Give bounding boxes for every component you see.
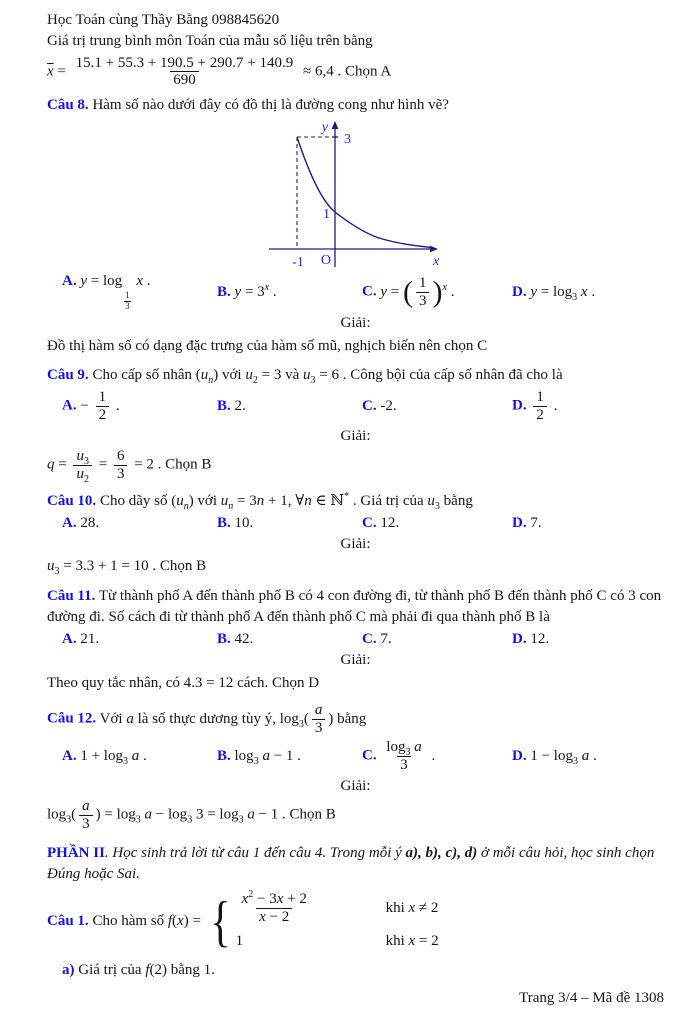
q11-option-b: B. 42.	[217, 631, 254, 648]
question-12-label: Câu 12.	[47, 710, 97, 727]
q8-function-graph	[265, 120, 465, 270]
q8-giai: Giải:	[340, 315, 371, 332]
q10-option-b: B. 10.	[217, 515, 254, 532]
y3-label: 3	[344, 132, 351, 148]
q8-option-c: C. y = ( $\frac{1}{3}$ )$^x$ .	[362, 275, 455, 309]
q10-solution: $u_3 = 3.3 + 1 = 10$ . Chọn B	[47, 558, 207, 578]
q10-options	[62, 515, 664, 532]
q10-option-d: D. 7.	[512, 515, 542, 532]
q11-option-a: A. 21.	[62, 631, 100, 648]
q12-giai: Giải:	[340, 778, 371, 794]
question-10-title: Câu 10. Cho dãy số $(u_n)$ với $u_n = 3n + 1$, ∀n ∈ ℕ* . Giá trị của $u_3$ bằng	[47, 490, 473, 512]
item-a-label: a)	[62, 962, 75, 979]
question-8-title: Câu 8. Hàm số nào dưới đây có đồ thị là đường cong như hình vẽ?	[47, 97, 449, 114]
q10-giai: Giải:	[340, 536, 371, 553]
q12-option-b: B. $\log_3 a - 1$ .	[217, 748, 301, 768]
origin-label: O	[320, 253, 331, 269]
q9-option-d: D. $\frac{1}{2}$ .	[512, 389, 558, 424]
q12-option-a: A. $1 + \log_3 a$ .	[62, 748, 147, 768]
question-9-title: Câu 9. Cho cấp số nhân $(u_n)$ với $u_2 = 3$ và $u_3 = 6$ . Công bội của cấp số nhân đã cho là	[47, 366, 563, 386]
q8-option-a: A. y = log $\frac{1}{3}$ x .	[62, 273, 151, 311]
part2-question-1: Câu 1. Cho hàm số f(x) = { $\frac{x^2 - 3x + 2}{x - 2}$ khi x ≠ 2 1 khi x = 2	[47, 889, 439, 953]
exponential-curve	[297, 137, 432, 248]
question-11-title: Câu 11. Từ thành phố A đến thành phố B có 4 con đường đi, từ thành phố B đến thành phố C có 3 con đường đi. Số cách đi từ thành phố A đến thành phố C mà phải đi qua thành phố B là	[47, 587, 662, 625]
question-9-label: Câu 9.	[47, 366, 89, 383]
phan2-heading: PHẦN II. Học sinh trả lời từ câu 1 đến câu 4. Trong mỗi ý a), b), c), d) ở mỗi câu hỏi, học sinh chọn Đúng hoặc Sai.	[47, 844, 655, 883]
x-minus1-label: -1	[292, 255, 304, 271]
q11-options	[62, 631, 664, 648]
q9-option-c: C. -2.	[362, 398, 397, 415]
q11-option-c: C. 7.	[362, 631, 392, 648]
q9-solution: q = $\frac{u_3}{u_2}$ = $\frac{6}{3}$ = 2 . Chọn B	[47, 448, 212, 485]
header-line1: Học Toán cùng Thầy Bằng 098845620	[47, 12, 280, 28]
piecewise-function: { $\frac{x^2 - 3x + 2}{x - 2}$ khi x ≠ 2 1 khi x = 2	[210, 889, 439, 953]
page-footer: Trang 3/4 – Mã đề 1308	[519, 989, 664, 1006]
question-10-label: Câu 10.	[47, 492, 97, 509]
q12-options	[62, 739, 664, 774]
q8-option-d: D. $y = \log_3 x$ .	[512, 283, 596, 303]
y-axis-label: y	[321, 120, 328, 136]
q12-solution: $\log_3$( $\frac{a}{3}$ ) = $\log_3 a - \log_3 3 = \log_3 a - 1$ . Chọn B	[47, 798, 336, 833]
q8-options	[62, 273, 664, 311]
q9-option-a: A. − $\frac{1}{2}$ .	[62, 389, 120, 424]
q10-option-a: A. 28.	[62, 515, 100, 532]
q12-option-d: D. $1 - \log_3 a$ .	[512, 748, 597, 768]
x-axis-label: x	[433, 254, 440, 270]
phan2-label: PHẦN II	[47, 844, 105, 861]
question-12-title: Câu 12. Với a là số thực dương tùy ý, $\log_3$( $\frac{a}{3}$ ) bằng	[47, 701, 367, 736]
q8-option-b: B. $y = 3^x$ .	[217, 281, 277, 300]
part2-q1-label: Câu 1.	[47, 913, 89, 930]
header-line2: Giá trị trung bình môn Toán của mẫu số liệu trên bằng	[47, 33, 373, 50]
q8-solution: Đồ thị hàm số có dạng đặc trưng của hàm số mũ, nghịch biến nên chọn C	[47, 337, 488, 354]
y-axis-arrow	[332, 121, 339, 129]
q9-option-b: B. 2.	[217, 398, 246, 415]
q11-giai: Giải:	[340, 652, 371, 669]
x-axis-arrow	[430, 246, 438, 253]
part2-q1-item-a: a) Giá trị của f(2) bằng 1.	[62, 962, 215, 979]
mean-formula: $\overline{x}$ = $\frac{15.1 + 55.3 + 190.5 + 290.7 + 140.9}{690}$ ≈ 6,4 . Chọn A	[47, 54, 392, 89]
q11-solution: Theo quy tắc nhân, có 4.3 = 12 cách. Chọn D	[47, 674, 320, 691]
q12-option-c: C. $\frac{\log_3 a}{3}$ .	[362, 739, 436, 774]
q8-graph-svg	[265, 120, 465, 270]
y1-label: 1	[323, 207, 330, 223]
question-11-label: Câu 11.	[47, 587, 96, 604]
q9-options	[62, 389, 664, 424]
q10-option-c: C. 12.	[362, 515, 400, 532]
question-8-label: Câu 8.	[47, 97, 89, 114]
q9-giai: Giải:	[340, 427, 371, 444]
q11-option-d: D. 12.	[512, 631, 550, 648]
